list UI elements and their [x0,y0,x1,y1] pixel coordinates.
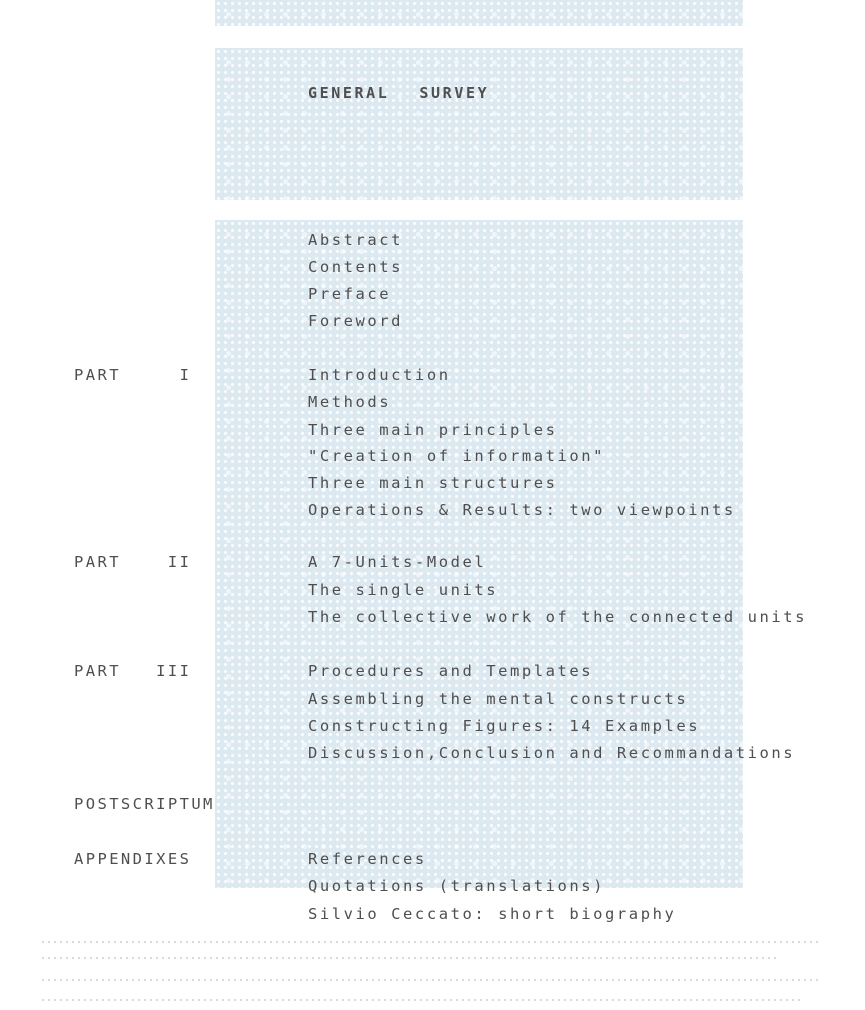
toc-entry-title: Three main structures [308,474,558,492]
faded-footer-line [40,940,820,944]
toc-entry-title: Procedures and Templates [308,662,594,680]
toc-entry-title: The single units [308,581,499,599]
title-word-1: GENERAL [308,84,390,102]
toc-entry-title: "Creation of information" [308,447,606,465]
toc-entry-title: Assembling the mental constructs [308,690,689,708]
toc-entry-title: Operations & Results: two viewpoints [308,501,736,519]
toc-entry-title: Foreword [308,312,404,330]
faded-footer-line [40,956,780,960]
faded-footer-line [40,998,800,1002]
toc-entry-title: A 7-Units-Model [308,553,487,571]
toc-part-label: PART II [74,553,192,571]
toc-entry-title: The collective work of the connected units [308,608,808,626]
toc-entry-title: Discussion,Conclusion and Recommandations [308,744,796,762]
toc-entry-title: Abstract [308,231,404,249]
toc-part-label: APPENDIXES [74,850,192,868]
toc-part-label: PART I [74,366,192,384]
toc-entry-title: Methods [308,393,392,411]
toc-entry-title: Preface [308,285,392,303]
faded-footer-line [40,978,820,982]
toc-part-label: POSTSCRIPTUM [74,795,215,813]
toc-entry-title: Three main principles [308,421,558,439]
toc-entry-title: Quotations (translations) [308,877,606,895]
toc-entry-title: Contents [308,258,404,276]
toc-entry-title: Introduction [308,366,451,384]
toc-part-label: PART III [74,662,192,680]
toc-entry-title: References [308,850,427,868]
toc-entry-title: Silvio Ceccato: short biography [308,905,677,923]
title-word-2: SURVEY [419,84,490,102]
toc-entry-title: Constructing Figures: 14 Examples [308,717,701,735]
